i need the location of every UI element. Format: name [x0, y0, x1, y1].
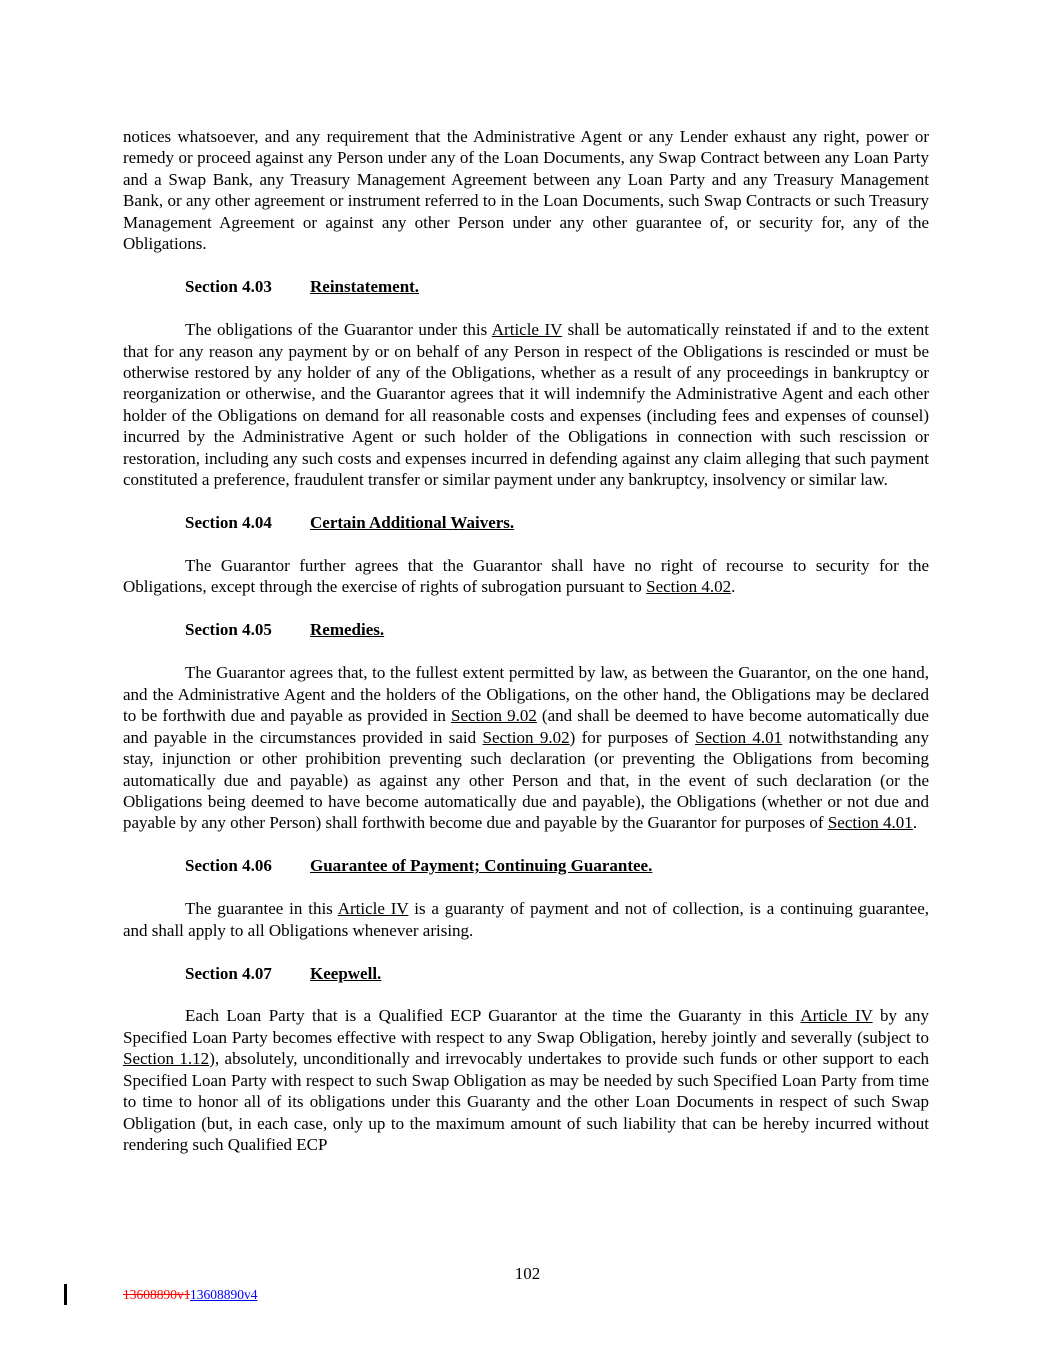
heading-title: Reinstatement. [310, 277, 420, 297]
cross-reference: Section 9.02 [482, 727, 570, 747]
body-paragraph [123, 319, 929, 491]
section-heading [123, 963, 929, 984]
footer-revision-marks [123, 1287, 258, 1303]
paragraph-text: notwithstanding any stay, injunction or other prohibition preventing such declaration (or preventing the Obligations from becoming automatically due and payable) as against any other Person and that, in the event of such declaration (or the Obligations being deemed to have become automatically due and payable), the Obligations (whether or not due and payable by any other Person) shall forthwith become due and payable by the Guarantor for purposes of [123, 727, 929, 833]
paragraph-text: . [731, 577, 736, 597]
paragraph-text: The obligations of the Guarantor under this [185, 320, 492, 340]
cross-reference: Article IV [491, 320, 563, 340]
section-heading [123, 512, 929, 533]
cross-reference: Section 9.02 [451, 706, 537, 726]
body-paragraph [123, 1005, 929, 1155]
cross-reference: Section 4.01 [827, 813, 913, 833]
cross-reference: Section 1.12 [123, 1049, 210, 1069]
heading-title: Keepwell. [310, 963, 382, 983]
paragraph-text: ), absolutely, unconditionally and irrevocably undertakes to provide such funds or other support to each Specified Loan Party with respect to such Swap Obligation as may be needed by such Specified Loan Party from time to time to honor all of its obligations under this Guaranty and the other Loan Documents in respect of such Swap Obligation (but, in each case, only up to the maximum amount of such liability that can be hereby incurred without rendering such Qualified ECP [123, 1049, 929, 1155]
heading-number: Section 4.05 [185, 620, 272, 640]
section-heading [123, 276, 929, 297]
section-heading [123, 855, 929, 876]
revision-change-bar [64, 1284, 67, 1305]
cross-reference: Section 4.01 [695, 727, 783, 747]
paragraph-text: shall be automatically reinstated if and to the extent that for any reason any payment by or on behalf of any Person in respect of the Obligations is rescinded or must be otherwise restored by any holder of any of the Obligations, whether as a result of any proceedings in bankruptcy or reorganization or otherwise, and the Guarantor agrees that it will indemnify the Administrative Agent and each other holder of the Obligations on demand for all reasonable costs and expenses (including fees and expenses of counsel) incurred by the Administrative Agent or such holder of the Obligations in connection with such rescission or restoration, including any such costs and expenses incurred in defending against any claim alleging that such payment constituted a preference, fraudulent transfer or similar payment under any bankruptcy, insolvency or similar law. [123, 320, 929, 490]
heading-number: Section 4.03 [185, 277, 272, 297]
paragraph-text: is a guaranty of payment and not of collection, is a continuing guarantee, and shall apply to all Obligations whenever arising. [123, 899, 929, 940]
heading-number: Section 4.06 [185, 856, 272, 876]
cross-reference: Article IV [337, 899, 409, 919]
heading-number: Section 4.04 [185, 513, 272, 533]
body-paragraph [123, 555, 929, 598]
paragraph-text: . [912, 813, 918, 833]
paragraph-text: The Guarantor agrees that, to the fullest extent permitted by law, as between the Guarantor, on the one hand, and the Administrative Agent and the holders of the Obligations, on the other hand, the Obligations may be declared to be forthwith due and payable as provided in [123, 663, 929, 726]
heading-number: Section 4.07 [185, 963, 272, 983]
inserted-version-text: 13608890v4 [190, 1287, 258, 1302]
document-body [123, 126, 929, 1156]
body-paragraph [123, 662, 929, 834]
cross-reference: Section 4.02 [646, 577, 732, 597]
heading-title: Certain Additional Waivers. [310, 513, 515, 533]
heading-title: Guarantee of Payment; Continuing Guarantee. [310, 856, 653, 876]
cross-reference: Article IV [800, 1006, 873, 1026]
body-paragraph [123, 898, 929, 941]
page-number: 102 [514, 1264, 541, 1283]
deleted-version-text: 13608890v1 [123, 1287, 190, 1302]
paragraph-text: Each Loan Party that is a Qualified ECP Guarantor at the time the Guaranty in this [185, 1006, 801, 1026]
heading-title: Remedies. [310, 620, 385, 640]
paragraph-text: The guarantee in this [185, 899, 338, 919]
section-heading [123, 619, 929, 640]
paragraph-text: (and shall be deemed to have become automatically due and payable in the circumstances provided in said [123, 706, 929, 747]
paragraph-text: by any Specified Loan Party becomes effective with respect to any Swap Obligation, hereby jointly and severally (subject to [123, 1006, 929, 1047]
paragraph-text: The Guarantor further agrees that the Guarantor shall have no right of recourse to security for the Obligations, except through the exercise of rights of subrogation pursuant to [123, 556, 929, 597]
paragraph-text: ) for purposes of [569, 727, 696, 747]
body-paragraph [123, 126, 929, 255]
paragraph-text: notices whatsoever, and any requirement that the Administrative Agent or any Lender exhaust any right, power or remedy or proceed against any Person under any of the Loan Documents, any Swap Contract between any Loan Party and a Swap Bank, any Treasury Management Agreement between any Loan Party and any Treasury Management Bank, or any other agreement or instrument referred to in the Loan Documents, such Swap Contracts or such Treasury Management Agreement or against any other Person under any other guarantee of, or security for, any of the Obligations. [123, 127, 929, 254]
